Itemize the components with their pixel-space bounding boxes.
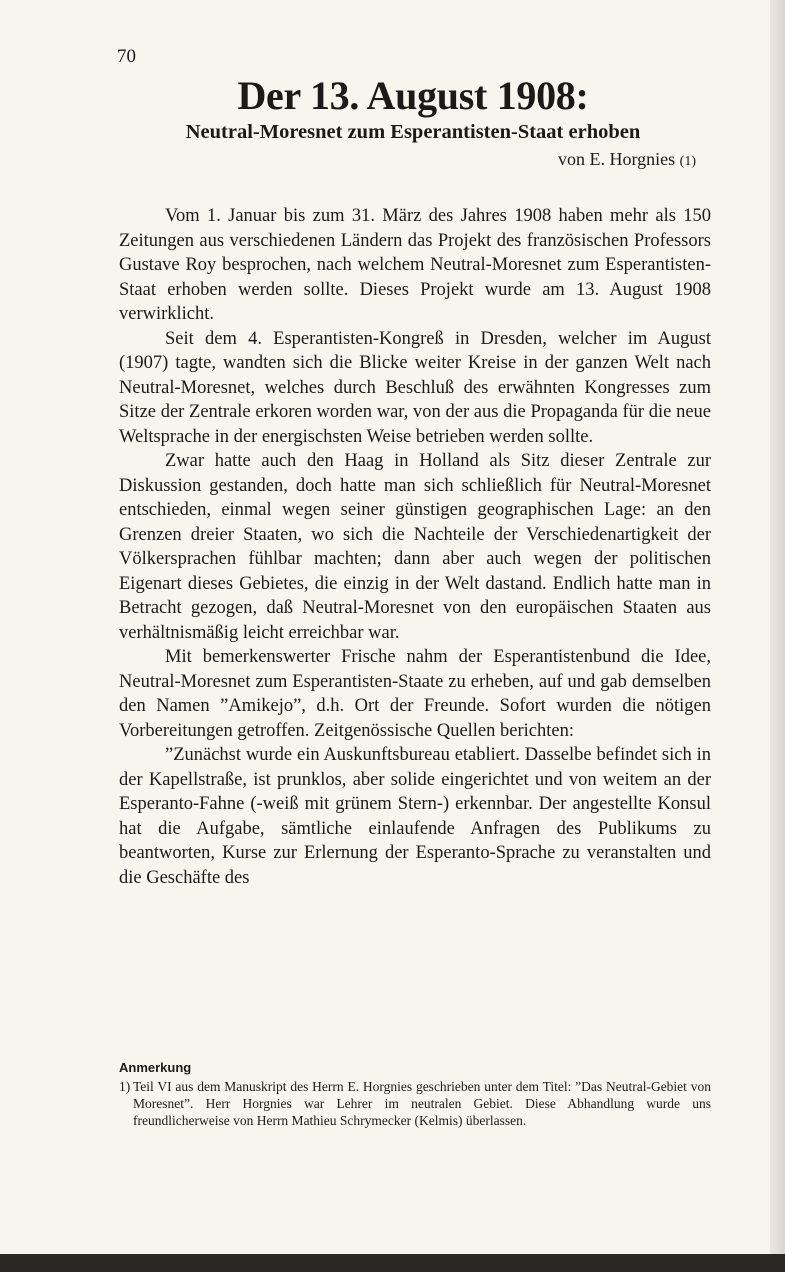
footnotes — [119, 1060, 711, 1129]
author-line — [558, 149, 696, 170]
footnote-reference: (1) — [679, 154, 696, 169]
article-body — [119, 204, 711, 890]
page-number: 70 — [117, 46, 136, 67]
paragraph: ”Zunächst wurde ein Auskunftsbureau etabliert. Dasselbe befindet sich in der Kapellstraße, ist prunklos, aber solide eingerichtet und von weitem an der Esperanto-Fahne (-weiß mit grünem Stern-) erkennbar. Der angestellte Konsul hat die Aufgabe, sämtliche einlaufende Anfragen des Publikums zu beantworten, Kurse zur Erlernung der Esperanto-Sprache zu veranstalten und die Geschäfte des — [119, 745, 711, 888]
paragraph: Vom 1. Januar bis zum 31. März des Jahres 1908 haben mehr als 150 Zeitungen aus verschiedenen Ländern das Projekt des französischen Professors Gustave Roy besprochen, nach welchem Neutral-Moresnet zum Esperantisten-Staat erhoben werden sollte. Dieses Projekt wurde am 13. August 1908 verwirklicht. — [119, 206, 711, 324]
footnote-text: Teil VI aus dem Manuskript des Herrn E. Horgnies geschrieben unter dem Titel: ”Das Neutral-Gebiet von Moresnet”. Herr Horgnies war Lehrer im neutralen Gebiet. Diese Abhandlung wurde uns freundlicherweise von Herrn Mathieu Schrymecker (Kelmis) überlassen. — [133, 1079, 711, 1128]
article-subtitle: Neutral-Moresnet zum Esperantisten-Staat erhoben — [185, 121, 641, 143]
paragraph: Seit dem 4. Esperantisten-Kongreß in Dresden, welcher im August (1907) tagte, wandten sich die Blicke weiter Kreise in der ganzen Welt nach Neutral-Moresnet, welches durch Beschluß des erwähnten Kongresses zum Sitze der Zentrale erkoren worden war, von der aus die Propaganda für die neue Weltsprache in der energischsten Weise betrieben werden sollte. — [119, 328, 711, 447]
footnotes-heading: Anmerkung — [119, 1060, 192, 1075]
paragraph: Mit bemerkenswerter Frische nahm der Esperantistenbund die Idee, Neutral-Moresnet zum Esperantisten-Staate zu erheben, auf und gab demselben den Namen ”Amikejo”, d.h. Ort der Freunde. Sofort wurden die nötigen Vorbereitungen getroffen. Zeitgenössische Quellen berichten: — [119, 647, 711, 741]
paragraph: Zwar hatte auch den Haag in Holland als Sitz dieser Zentrale zur Diskussion gestanden, doch hatte man sich schließlich für Neutral-Moresnet entschieden, einmal wegen seiner günstigen geographischen Lage: an den Grenzen dreier Staaten, wo sich die Nachteile der Verschiedenartigkeit der Völkersprachen fühlbar machten; dann aber auch wegen der politischen Eigenart dieses Gebietes, die einzig in der Welt dastand. Endlich hatte man in Betracht gezogen, daß Neutral-Moresnet von den europäischen Staaten aus verhältnismäßig leicht erreichbar war. — [119, 451, 711, 643]
page-edge-right — [770, 0, 785, 1272]
article-title: Der 13. August 1908: — [237, 73, 589, 118]
page-edge-bottom — [0, 1254, 785, 1272]
footnote-item — [119, 1078, 711, 1129]
author-name: von E. Horgnies — [558, 149, 676, 169]
footnote-number: 1) — [119, 1079, 131, 1094]
